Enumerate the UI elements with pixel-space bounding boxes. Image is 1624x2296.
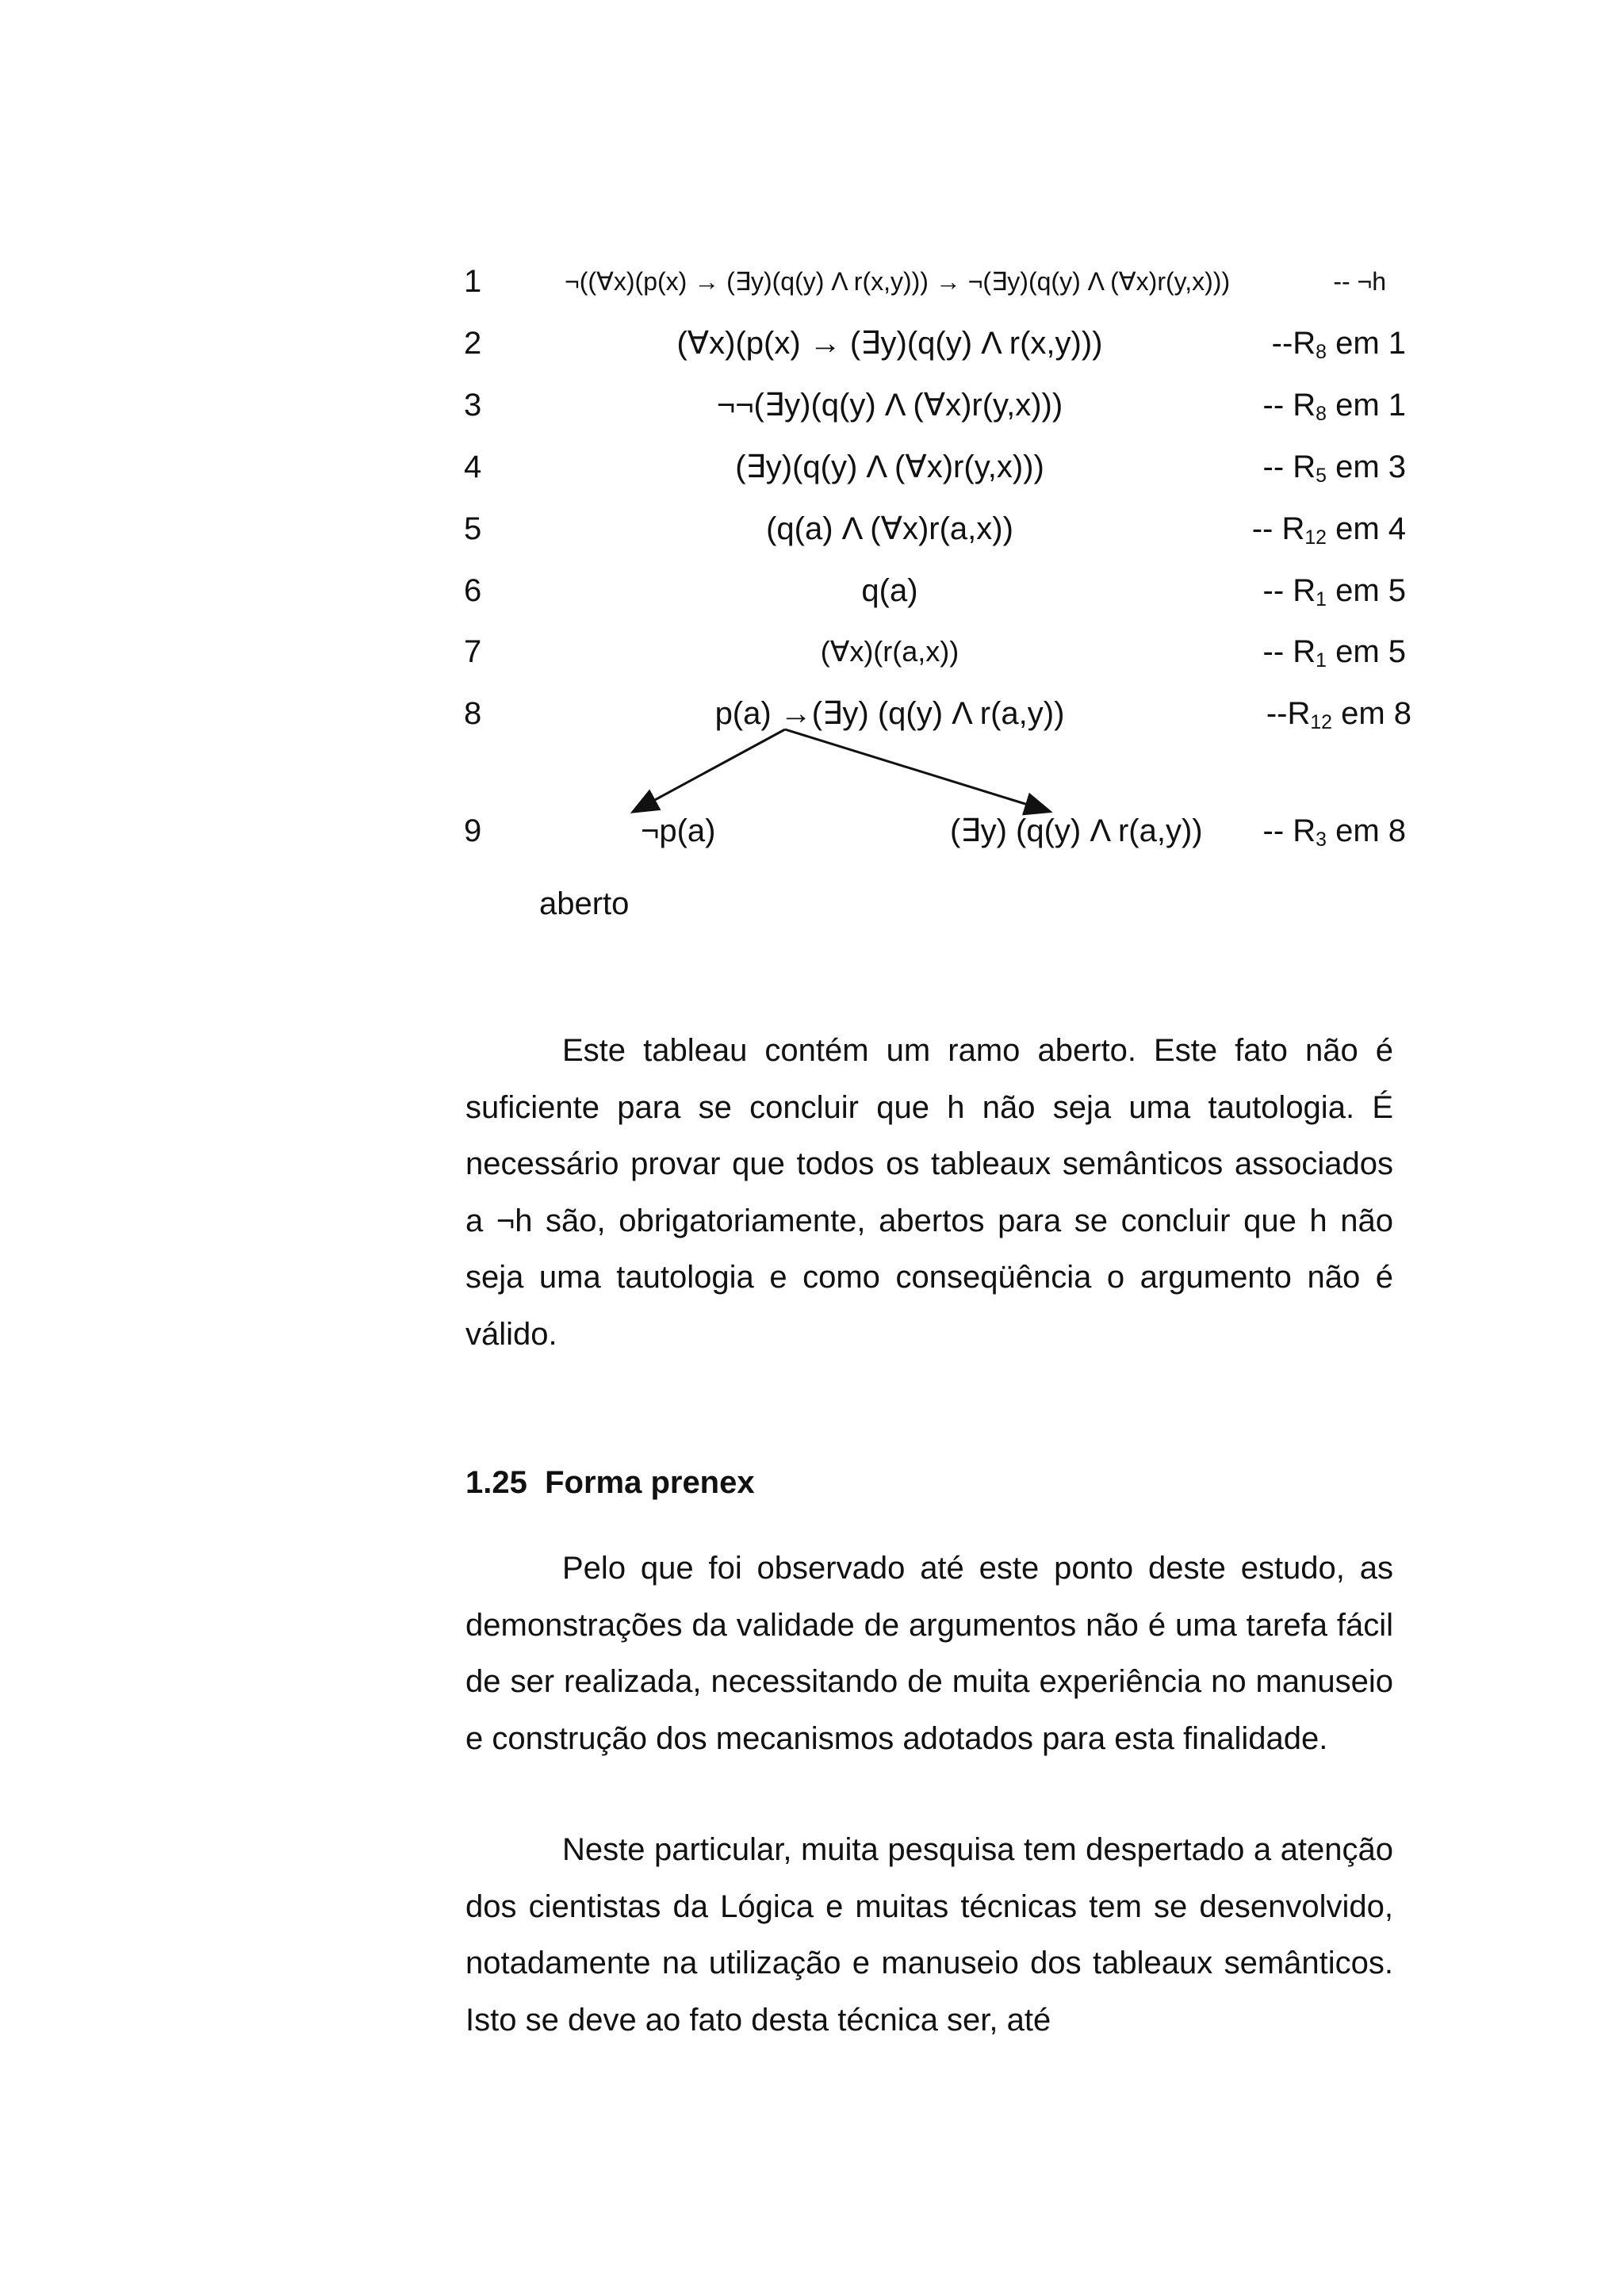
line-number: 7 [464,634,482,669]
formula: (∃y)(q(y) Λ (∀x)r(y,x))) [735,450,1044,484]
formula: ¬((∀x)(p(x) → (∃y)(q(y) Λ r(x,y))) → ¬(∃y)(q(y) Λ (∀x)r(y,x))) [565,267,1231,296]
paragraph: Neste particular, muita pesquisa tem despertado a atenção dos cientistas da Lógica e muitas técnicas tem se desenvolvido, notadamente na utilização e manuseio dos tableaux semânticos. Isto se deve ao fato desta técnica ser, até [465,1832,1393,2038]
justification: -- $R_1$ em 5 [1262,634,1406,672]
right-branch-arrow [785,729,1048,811]
justification: -- $R_5$ em 3 [1262,450,1406,488]
justification: -- $R_8$ em 1 [1262,388,1406,426]
open-branch-label: aberto [539,886,630,921]
justification: $--R_{12}$ em 8 [1266,696,1411,734]
line-number: 8 [464,696,482,731]
justification: -- ¬h [1333,267,1386,296]
line-number: 9 [464,813,482,848]
line-number: 2 [464,326,482,361]
left-branch-formula: ¬p(a) [641,813,716,848]
formula: (∀x)(r(a,x)) [820,635,959,668]
formula: ¬¬(∃y)(q(y) Λ (∀x)r(y,x))) [716,388,1063,423]
line-number: 1 [464,264,482,299]
formula: (∀x)(p(x) → (∃y)(q(y) Λ r(x,y))) [676,326,1103,361]
line-number: 3 [464,388,482,423]
paragraph: Este tableau contém um ramo aberto. Este fato não é suficiente para se concluir que h não seja uma tautologia. É necessário provar que todos os tableaux semânticos associados a ¬h são, obrigatoriamente, abertos para se concluir que h não seja uma tautologia e como conseqüência o argumento não é válido. [465,1033,1393,1352]
line-number: 6 [464,573,482,608]
justification: $--R_8$ em 1 [1271,326,1406,364]
left-branch-arrow [634,729,785,811]
justification: -- $R_{12}$ em 4 [1251,511,1406,549]
justification: -- $R_3$ em 8 [1262,813,1406,851]
formula: p(a) →(∃y) (q(y) Λ r(a,y)) [714,696,1065,731]
section-heading: 1.25 Forma prenex [465,1465,755,1500]
tableau-branch-row [0,807,1624,855]
formula: q(a) [861,573,918,608]
right-branch-formula: (∃y) (q(y) Λ r(a,y)) [950,813,1203,848]
line-number: 5 [464,511,482,546]
justification: -- $R_1$ em 5 [1262,573,1406,611]
formula: (q(a) Λ (∀x)r(a,x)) [766,511,1013,546]
line-number: 4 [464,450,482,484]
paragraph: Pelo que foi observado até este ponto deste estudo, as demonstrações da validade de argumentos não é uma tarefa fácil de ser realizada, necessitando de muita experiência no manuseio e construção dos mecanismos adotados para esta finalidade. [465,1551,1393,1756]
